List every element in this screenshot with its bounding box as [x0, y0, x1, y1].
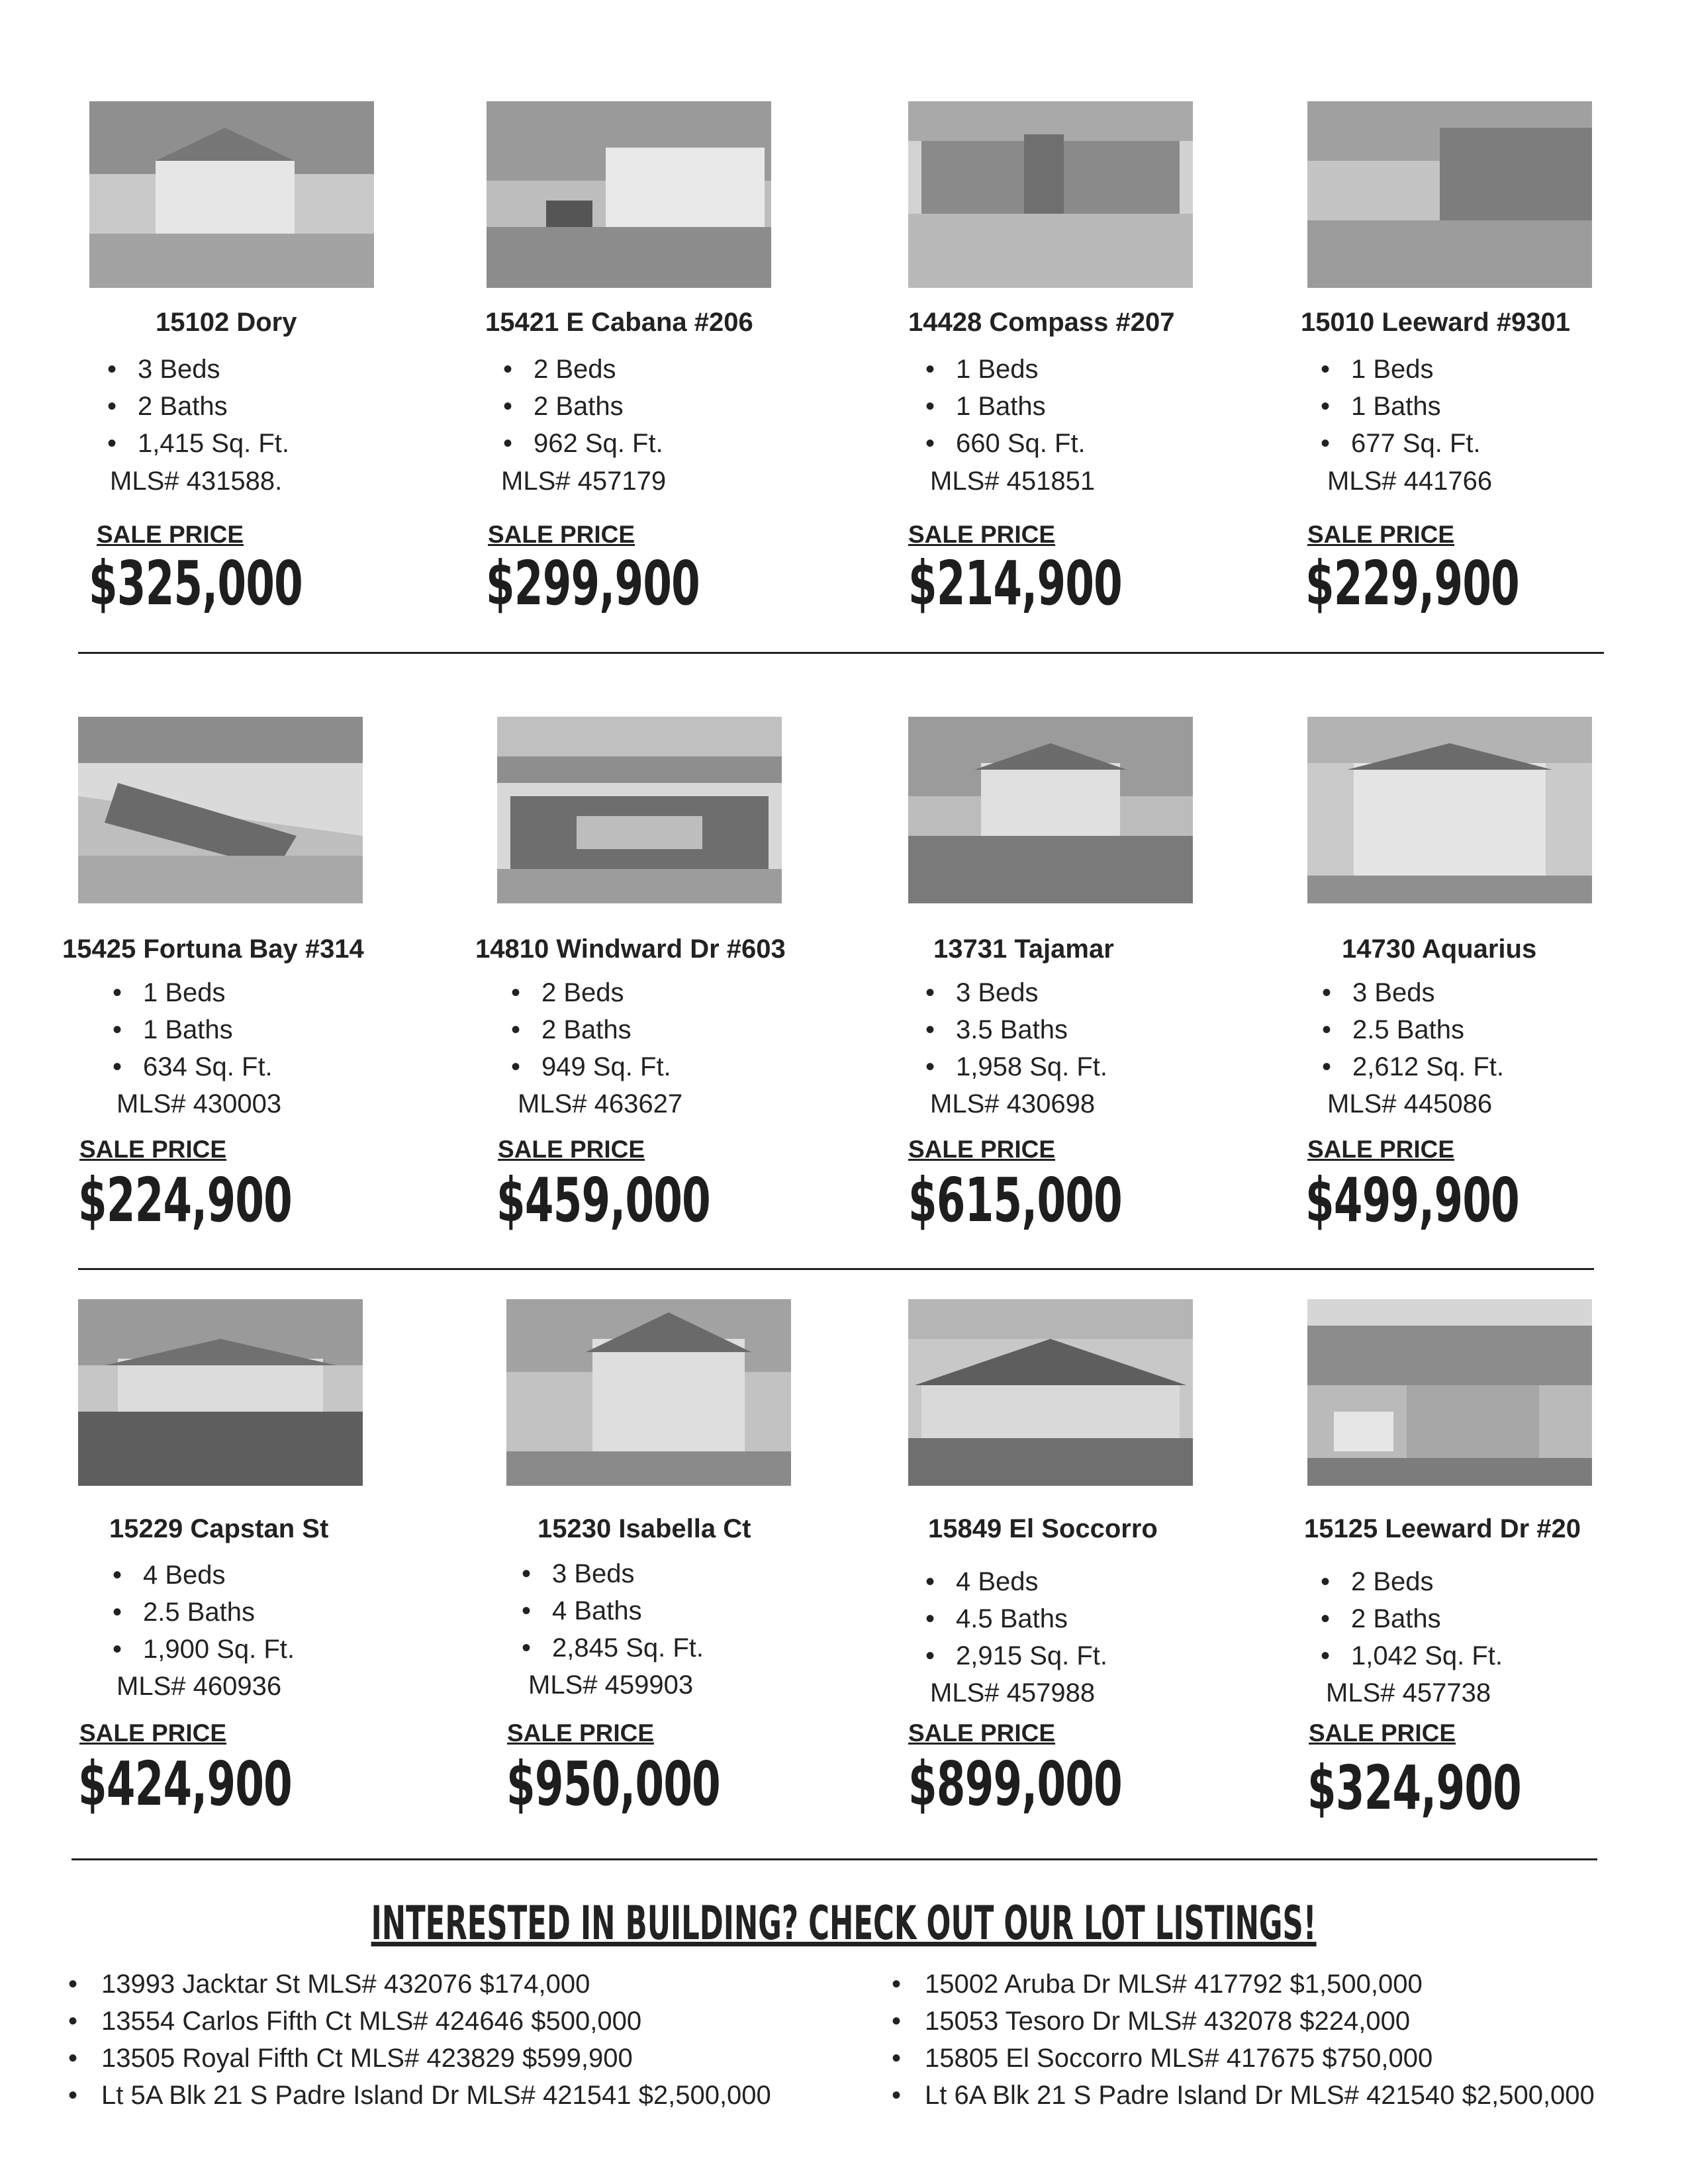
listing-specs [113, 1557, 295, 1668]
square-feet: • 1,958 Sq. Ft. [925, 1048, 1107, 1085]
sale-price-label: SALE PRICE [79, 1719, 227, 1747]
sale-price-label: SALE PRICE [79, 1136, 227, 1163]
beds: • 2 Beds [1321, 1563, 1503, 1600]
square-feet: • 949 Sq. Ft. [511, 1048, 671, 1085]
baths: • 2 Baths [511, 1011, 671, 1048]
lot-item: • 15053 Tesoro Dr MLS# 432078 $224,000 [892, 2003, 1595, 2040]
listing-specs [925, 974, 1107, 1085]
square-feet: • 2,845 Sq. Ft. [522, 1629, 704, 1666]
listing-address: 15849 El Soccorro [928, 1514, 1158, 1543]
sale-price-label: SALE PRICE [97, 521, 244, 548]
square-feet: • 2,612 Sq. Ft. [1322, 1048, 1504, 1085]
lot-item: • Lt 5A Blk 21 S Padre Island Dr MLS# 421541 $2,500,000 [68, 2077, 771, 2114]
sale-price: $299,900 [486, 548, 700, 619]
listing-specs [925, 351, 1086, 462]
mls-number: MLS# 431588. [110, 467, 283, 496]
listing-specs [1322, 974, 1504, 1085]
property-photo [497, 717, 782, 903]
mls-number: MLS# 457179 [501, 467, 667, 496]
sale-price-label: SALE PRICE [1307, 521, 1455, 548]
property-photo [1307, 717, 1592, 903]
property-photo [78, 1299, 363, 1486]
listing-specs [503, 351, 663, 462]
square-feet: • 634 Sq. Ft. [113, 1048, 273, 1085]
sale-price: $899,000 [908, 1749, 1123, 1819]
sale-price: $214,900 [908, 548, 1123, 619]
property-photo [506, 1299, 791, 1486]
lot-item: • 13505 Royal Fifth Ct MLS# 423829 $599,900 [68, 2040, 771, 2077]
baths: • 2 Baths [503, 388, 663, 425]
divider [78, 1268, 1594, 1270]
square-feet: • 677 Sq. Ft. [1321, 425, 1481, 462]
sale-price-label: SALE PRICE [1309, 1719, 1456, 1747]
listing-address: 15425 Fortuna Bay #314 [62, 934, 364, 964]
sale-price: $325,000 [89, 548, 303, 619]
square-feet: • 1,042 Sq. Ft. [1321, 1637, 1503, 1674]
sale-price: $459,000 [496, 1165, 711, 1236]
listing-address: 15010 Leeward #9301 [1301, 308, 1570, 337]
lot-item: • 15805 El Soccorro MLS# 417675 $750,000 [892, 2040, 1595, 2077]
mls-number: MLS# 463627 [518, 1089, 683, 1118]
divider [71, 1858, 1597, 1860]
square-feet: • 660 Sq. Ft. [925, 425, 1086, 462]
sale-price: $615,000 [908, 1165, 1123, 1236]
listing-address: 14428 Compass #207 [908, 308, 1175, 337]
square-feet: • 2,915 Sq. Ft. [925, 1637, 1107, 1674]
listing-specs [107, 351, 289, 462]
beds: • 4 Beds [925, 1563, 1107, 1600]
mls-number: MLS# 430003 [117, 1089, 282, 1118]
lot-listings-heading [0, 1896, 1688, 1950]
listing-specs [511, 974, 671, 1085]
property-photo [908, 101, 1193, 288]
baths: • 1 Baths [1321, 388, 1481, 425]
lot-list-left [68, 1966, 771, 2114]
beds: • 1 Beds [1321, 351, 1481, 388]
sale-price-label: SALE PRICE [1307, 1136, 1455, 1163]
baths: • 2.5 Baths [113, 1594, 295, 1631]
mls-number: MLS# 430698 [930, 1089, 1096, 1118]
baths: • 3.5 Baths [925, 1011, 1107, 1048]
lot-item: • Lt 6A Blk 21 S Padre Island Dr MLS# 421540 $2,500,000 [892, 2077, 1595, 2114]
baths: • 1 Baths [925, 388, 1086, 425]
listing-specs [522, 1555, 704, 1666]
listing-address: 13731 Tajamar [933, 934, 1114, 964]
baths: • 4.5 Baths [925, 1600, 1107, 1637]
beds: • 3 Beds [107, 351, 289, 388]
lot-item: • 15002 Aruba Dr MLS# 417792 $1,500,000 [892, 1966, 1595, 2003]
listing-specs [925, 1563, 1107, 1674]
baths: • 4 Baths [522, 1592, 704, 1629]
square-feet: • 1,415 Sq. Ft. [107, 425, 289, 462]
mls-number: MLS# 451851 [930, 467, 1096, 496]
mls-number: MLS# 459903 [528, 1670, 694, 1700]
mls-number: MLS# 460936 [117, 1672, 282, 1701]
sale-price-label: SALE PRICE [908, 521, 1056, 548]
listing-specs [1321, 1563, 1503, 1674]
mls-number: MLS# 441766 [1327, 467, 1493, 496]
listing-address: 15102 Dory [156, 308, 297, 337]
lot-list-right [892, 1966, 1595, 2114]
sale-price: $224,900 [78, 1165, 293, 1236]
sale-price: $324,900 [1307, 1752, 1522, 1823]
listing-specs [113, 974, 273, 1085]
listing-address: 15125 Leeward Dr #20 [1304, 1514, 1581, 1543]
mls-number: MLS# 445086 [1327, 1089, 1493, 1118]
listing-address: 14810 Windward Dr #603 [475, 934, 786, 964]
lot-item: • 13554 Carlos Fifth Ct MLS# 424646 $500,000 [68, 2003, 771, 2040]
listing-address: 15421 E Cabana #206 [485, 308, 753, 337]
sale-price-label: SALE PRICE [908, 1719, 1056, 1747]
divider [78, 652, 1604, 654]
beds: • 1 Beds [925, 351, 1086, 388]
baths: • 2 Baths [107, 388, 289, 425]
property-photo [78, 717, 363, 903]
property-photo [487, 101, 771, 288]
sale-price-label: SALE PRICE [507, 1719, 655, 1747]
beds: • 3 Beds [1322, 974, 1504, 1011]
square-feet: • 1,900 Sq. Ft. [113, 1631, 295, 1668]
baths: • 2 Baths [1321, 1600, 1503, 1637]
mls-number: MLS# 457988 [930, 1678, 1096, 1707]
beds: • 3 Beds [522, 1555, 704, 1592]
beds: • 2 Beds [503, 351, 663, 388]
property-photo [89, 101, 374, 288]
square-feet: • 962 Sq. Ft. [503, 425, 663, 462]
sale-price: $950,000 [506, 1749, 721, 1819]
lot-item: • 13993 Jacktar St MLS# 432076 $174,000 [68, 1966, 771, 2003]
lot-listings-title: INTERESTED IN BUILDING? CHECK OUT OUR LOT LISTINGS! [371, 1896, 1317, 1950]
listing-address: 14730 Aquarius [1342, 934, 1537, 964]
property-photo [908, 717, 1193, 903]
beds: • 3 Beds [925, 974, 1107, 1011]
baths: • 2.5 Baths [1322, 1011, 1504, 1048]
property-photo [1307, 1299, 1592, 1486]
listing-address: 15230 Isabella Ct [538, 1514, 751, 1543]
beds: • 4 Beds [113, 1557, 295, 1594]
listing-specs [1321, 351, 1481, 462]
sale-price: $499,900 [1305, 1165, 1520, 1236]
sale-price: $424,900 [78, 1749, 293, 1819]
baths: • 1 Baths [113, 1011, 273, 1048]
property-photo [1307, 101, 1592, 288]
beds: • 1 Beds [113, 974, 273, 1011]
mls-number: MLS# 457738 [1326, 1678, 1491, 1707]
property-photo [908, 1299, 1193, 1486]
listing-address: 15229 Capstan St [109, 1514, 329, 1543]
sale-price-label: SALE PRICE [488, 521, 635, 548]
sale-price-label: SALE PRICE [908, 1136, 1056, 1163]
beds: • 2 Beds [511, 974, 671, 1011]
sale-price-label: SALE PRICE [498, 1136, 645, 1163]
sale-price: $229,900 [1305, 548, 1520, 619]
